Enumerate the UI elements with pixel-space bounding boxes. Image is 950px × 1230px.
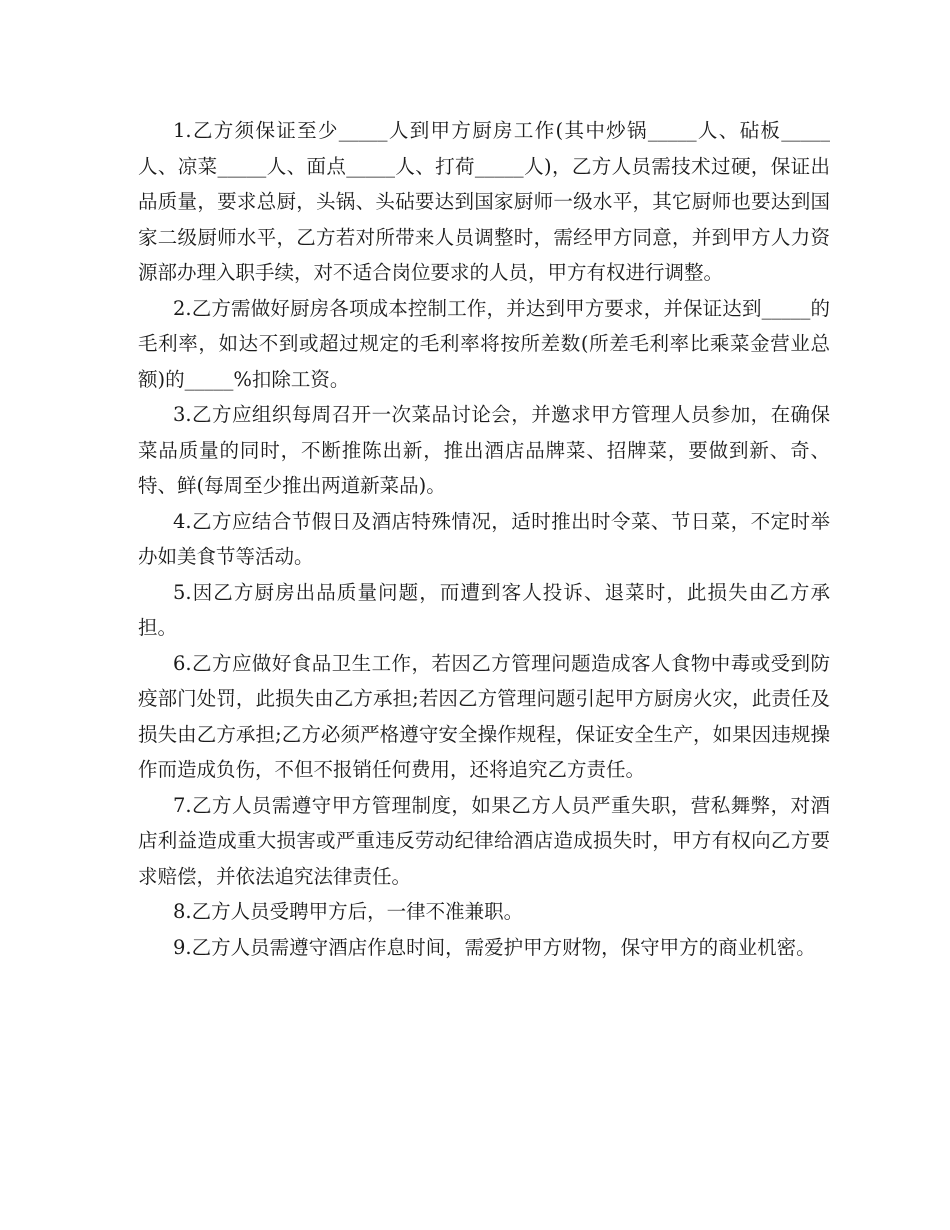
document-body — [138, 113, 830, 965]
clause-4: 4.乙方应结合节假日及酒店特殊情况，适时推出时令菜、节日菜，不定时举办如美食节等活动。 — [138, 509, 830, 568]
clause-9: 9.乙方人员需遵守酒店作息时间，需爱护甲方财物，保守甲方的商业机密。 — [173, 935, 816, 959]
clause-3: 3.乙方应组织每周召开一次菜品讨论会，并邀求甲方管理人员参加，在确保菜品质量的同时，不断推陈出新，推出酒店品牌菜、招牌菜，要做到新、奇、特、鲜(每周至少推出两道新菜品)。 — [138, 403, 830, 497]
clause-1: 1.乙方须保证至少_____人到甲方厨房工作(其中炒锅_____人、砧板_____人、凉菜_____人、面点_____人、打荷_____人)，乙方人员需技术过硬，保证出品质量，要求总厨，头锅、头砧要达到国家厨师一级水平，其它厨师也要达到国家二级厨师水平，乙方若对所带来人员调整时，需经甲方同意，并到甲方人力资源部办理入职手续，对不适合岗位要求的人员，甲方有权进行调整。 — [138, 119, 830, 284]
clause-6: 6.乙方应做好食品卫生工作，若因乙方管理问题造成客人食物中毒或受到防疫部门处罚，此损失由乙方承担;若因乙方管理问题引起甲方厨房火灾，此责任及损失由乙方承担;乙方必须严格遵守安全操作规程，保证安全生产，如果因违规操作而造成负伤，不但不报销任何费用，还将追究乙方责任。 — [138, 651, 830, 781]
clause-8: 8.乙方人员受聘甲方后，一律不准兼职。 — [173, 900, 524, 923]
clause-5: 5.因乙方厨房出品质量问题，而遭到客人投诉、退菜时，此损失由乙方承担。 — [138, 580, 830, 639]
clause-7: 7.乙方人员需遵守甲方管理制度，如果乙方人员严重失职，营私舞弊，对酒店利益造成重大损害或严重违反劳动纪律给酒店造成损失时，甲方有权向乙方要求赔偿，并依法追究法律责任。 — [138, 793, 830, 888]
clause-2: 2.乙方需做好厨房各项成本控制工作，并达到甲方要求，并保证达到_____的毛利率，如达不到或超过规定的毛利率将按所差数(所差毛利率比乘菜金营业总额)的_____%扣除工资。 — [138, 296, 830, 391]
